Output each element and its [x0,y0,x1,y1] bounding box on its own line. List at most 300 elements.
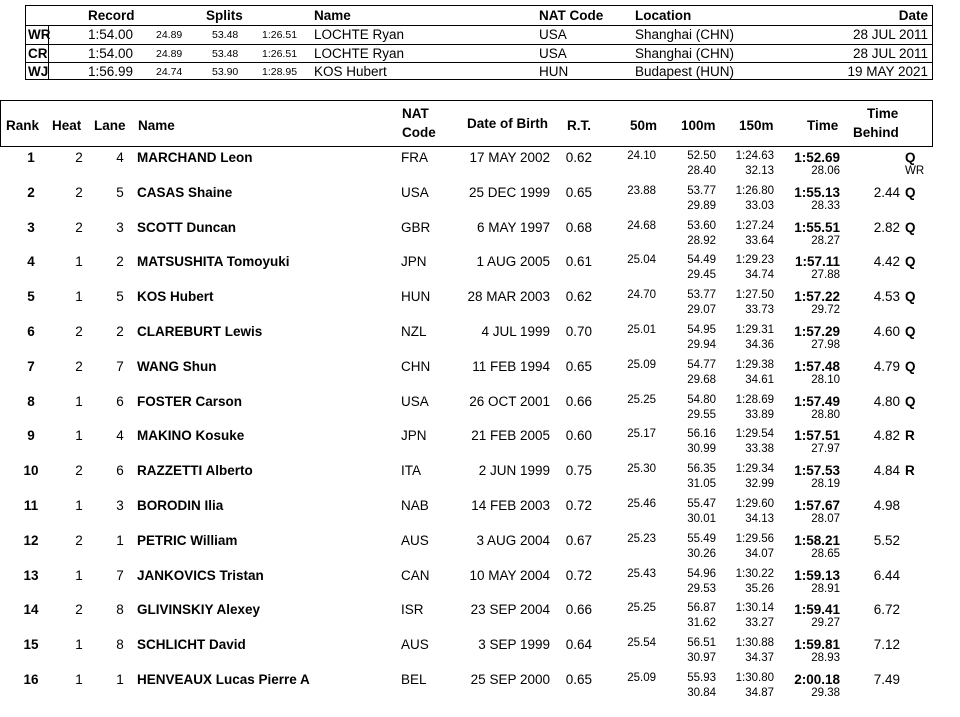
split-100m: 55.47 [687,498,716,510]
qualification-marker: Q [905,184,916,200]
time-behind: 5.52 [873,532,900,548]
final-time: 1:55.51 [794,219,840,235]
split-100m: 54.95 [687,324,716,336]
athlete-name: MATSUSHITA Tomoyuki [137,254,290,270]
final-lap: 29.72 [811,304,840,317]
split-150m: 1:29.38 [735,358,774,371]
nat-cell: NZL [401,324,427,339]
split-100m-lap: 28.40 [687,165,716,177]
rank-cell: 4 [27,254,35,270]
final-lap: 27.98 [811,339,840,351]
split-50m: 25.09 [627,358,656,371]
split-100m: 52.50 [687,150,716,162]
rank-cell: 7 [27,358,35,374]
table-row [0,637,960,672]
rt-cell: 0.66 [565,602,592,618]
final-time: 1:52.69 [794,150,840,165]
dob-cell: 14 FEB 2003 [471,498,550,513]
final-time: 1:59.81 [794,637,840,653]
split-100m-lap: 29.45 [687,269,716,282]
split-100m-lap: 30.99 [687,443,716,456]
dob-cell: 10 MAY 2004 [469,567,550,583]
rt-cell: 0.61 [565,254,592,270]
header-rt: R.T. [567,118,592,133]
split-100m-lap: 31.62 [687,617,716,630]
rank-cell: 16 [23,672,39,687]
header-nat-line1: NAT [402,106,429,121]
split-150m: 1:27.24 [735,219,774,232]
rt-cell: 0.67 [565,532,592,548]
heat-cell: 2 [75,150,83,165]
split-100m: 55.49 [687,532,716,545]
athlete-name: RAZZETTI Alberto [137,463,253,479]
record-location: Shanghai (CHN) [635,27,735,42]
dob-cell: 3 SEP 1999 [478,637,550,653]
lane-cell: 4 [116,428,124,444]
rank-cell: 6 [27,324,35,339]
header-name: Name [138,118,175,133]
final-lap: 28.07 [811,513,840,525]
final-lap: 28.27 [811,234,840,247]
split-150m: 1:27.50 [735,289,774,302]
nat-cell: AUS [401,637,429,653]
table-row [0,672,960,707]
table-row [0,463,960,498]
time-behind: 4.53 [873,289,900,305]
split-100m-lap: 30.01 [687,513,716,525]
split-50m: 24.10 [627,150,656,162]
record-abbr: WJ [28,64,49,79]
record-row [26,64,932,83]
split-100m-lap: 28.92 [687,234,716,247]
record-date: 19 MAY 2021 [847,64,928,79]
heat-cell: 2 [75,532,83,548]
heat-cell: 1 [75,428,83,444]
dob-cell: 23 SEP 2004 [470,602,550,618]
lane-cell: 2 [116,254,124,270]
time-behind: 4.80 [873,393,900,409]
rank-cell: 5 [27,289,35,305]
split-150m-lap: 33.64 [745,234,774,247]
athlete-name: WANG Shun [137,358,217,374]
split-100m: 56.35 [687,463,716,476]
final-lap: 28.10 [811,373,840,386]
lane-cell: 5 [116,289,124,305]
record-split: 1:26.51 [262,48,298,60]
header-nat-line2: Code [402,125,436,140]
record-date: 28 JUL 2011 [852,46,928,61]
qualification-marker: Q [905,393,916,409]
split-150m: 1:29.54 [735,428,774,441]
final-time: 2:00.18 [794,672,840,687]
table-row [0,394,960,429]
split-100m-lap: 30.84 [687,687,716,699]
lane-cell: 4 [116,150,124,165]
record-time: 1:56.99 [88,64,134,79]
split-150m: 1:29.56 [735,532,774,545]
table-row [0,533,960,568]
final-time: 1:57.49 [794,393,840,409]
split-150m-lap: 34.36 [745,339,774,351]
split-100m: 56.87 [687,602,716,615]
time-behind: 4.79 [873,358,900,374]
dob-cell: 25 DEC 1999 [468,184,550,200]
lane-cell: 3 [116,219,124,235]
qualification-marker: Q [905,289,916,305]
split-50m: 24.68 [627,219,656,232]
nat-cell: ITA [401,463,421,479]
table-row [0,602,960,637]
final-time: 1:59.13 [794,567,840,583]
results-header [0,100,933,147]
final-time: 1:55.13 [794,184,840,200]
final-lap: 29.27 [811,617,840,630]
split-150m-lap: 33.89 [745,408,774,421]
rank-cell: 3 [27,219,35,235]
header-50m: 50m [630,118,658,133]
split-50m: 25.25 [627,602,656,615]
split-50m: 25.43 [627,567,656,580]
athlete-name: GLIVINSKIY Alexey [137,602,261,618]
records-header-nat: NAT Code [539,8,604,23]
records-header-splits: Splits [206,8,243,23]
final-lap: 28.19 [811,478,840,491]
split-100m-lap: 29.94 [687,339,716,351]
heat-cell: 1 [75,289,83,305]
split-100m: 54.96 [687,567,716,580]
split-100m: 54.77 [687,358,716,371]
split-100m: 55.93 [687,672,716,684]
time-behind: 4.82 [873,428,900,444]
record-abbr: CR [28,46,48,61]
split-150m-lap: 34.87 [745,687,774,699]
final-lap: 28.06 [811,165,840,177]
time-behind: 4.60 [873,324,900,339]
rt-cell: 0.72 [565,498,592,513]
lane-cell: 7 [116,358,124,374]
rank-cell: 13 [23,567,39,583]
split-150m-lap: 33.03 [745,199,774,212]
header-lane: Lane [94,118,126,133]
split-150m-lap: 32.13 [745,165,774,177]
nat-cell: CHN [401,358,431,374]
heat-cell: 2 [75,602,83,618]
athlete-name: SCOTT Duncan [137,219,237,235]
heat-cell: 2 [75,219,83,235]
record-holder: LOCHTE Ryan [314,27,405,42]
records-header-name: Name [314,8,351,23]
table-row [0,185,960,220]
final-lap: 29.38 [811,687,840,699]
time-behind: 7.12 [873,637,900,653]
record-row [26,27,932,46]
split-100m-lap: 29.55 [687,408,716,421]
dob-cell: 21 FEB 2005 [471,428,550,444]
split-150m-lap: 32.99 [745,478,774,491]
header-150m: 150m [739,118,774,133]
split-150m: 1:30.80 [735,672,774,684]
lane-cell: 6 [116,393,124,409]
rank-cell: 8 [27,393,35,409]
split-50m: 25.09 [627,672,656,684]
table-row [0,359,960,394]
heat-cell: 2 [75,463,83,479]
rt-cell: 0.70 [565,324,592,339]
final-lap: 27.88 [811,269,840,282]
rt-cell: 0.62 [565,289,592,305]
split-150m: 1:30.88 [735,637,774,650]
record-abbr: WR [28,27,51,42]
table-row [0,324,960,359]
record-split: 53.90 [212,66,239,78]
record-holder: LOCHTE Ryan [314,46,405,61]
record-holder: KOS Hubert [314,64,387,79]
split-100m-lap: 29.68 [687,373,716,386]
final-lap: 28.80 [811,408,840,421]
table-row [0,568,960,603]
records-header-date: Date [898,8,928,23]
rank-cell: 12 [23,532,39,548]
rt-cell: 0.65 [565,358,592,374]
dob-cell: 11 FEB 1994 [472,358,550,374]
athlete-name: MARCHAND Leon [137,150,253,165]
split-150m-lap: 33.27 [745,617,774,630]
final-time: 1:59.41 [794,602,840,618]
record-location: Shanghai (CHN) [635,46,735,61]
qualification-marker: Q [905,254,916,270]
split-50m: 25.30 [627,463,656,476]
time-behind: 4.42 [873,254,900,270]
record-split: 1:26.51 [262,29,298,41]
split-150m-lap: 34.61 [745,373,774,386]
lane-cell: 1 [116,672,124,687]
split-50m: 25.46 [627,498,656,510]
athlete-name: SCHLICHT David [137,637,246,653]
dob-cell: 2 JUN 1999 [478,463,550,479]
header-100m: 100m [681,118,716,133]
athlete-name: BORODIN Ilia [137,498,224,513]
qualification-marker: Q [905,324,916,339]
record-split: 24.74 [156,66,183,78]
dob-cell: 28 MAR 2003 [467,289,550,305]
nat-cell: GBR [401,219,431,235]
nat-cell: USA [401,393,429,409]
split-100m: 56.51 [687,637,716,650]
table-row [0,220,960,255]
rank-cell: 1 [27,150,35,165]
split-50m: 25.54 [627,637,656,650]
split-150m: 1:30.22 [735,567,774,580]
record-split: 24.89 [156,48,183,60]
qualification-marker: R [905,463,915,479]
record-marker: WR [905,165,925,177]
athlete-name: JANKOVICS Tristan [137,567,264,583]
split-150m: 1:28.69 [735,393,774,406]
header-time: Time [807,118,839,133]
split-50m: 25.25 [627,393,656,406]
rank-cell: 15 [23,637,39,653]
time-behind: 6.72 [873,602,900,618]
split-100m-lap: 30.97 [687,652,716,665]
split-50m: 23.88 [627,184,656,197]
rank-cell: 10 [23,463,39,479]
table-row [0,150,960,185]
lane-cell: 1 [116,532,124,548]
split-100m: 53.77 [687,184,716,197]
dob-cell: 3 AUG 2004 [476,532,550,548]
split-150m-lap: 35.26 [745,582,774,595]
nat-cell: BEL [401,672,427,687]
final-lap: 28.93 [811,652,840,665]
final-lap: 28.65 [811,547,840,560]
records-header-location: Location [635,8,692,23]
split-100m: 53.60 [687,219,716,232]
nat-cell: JPN [401,254,427,270]
dob-cell: 6 MAY 1997 [476,219,550,235]
rt-cell: 0.66 [565,393,592,409]
dob-cell: 4 JUL 1999 [481,324,550,339]
nat-cell: AUS [401,532,429,548]
final-time: 1:58.21 [794,532,840,548]
record-split: 53.48 [212,48,239,60]
nat-cell: NAB [401,498,429,513]
split-150m-lap: 34.74 [745,269,774,282]
athlete-name: MAKINO Kosuke [137,428,245,444]
split-50m: 25.23 [627,532,656,545]
split-100m: 54.49 [687,254,716,267]
nat-cell: USA [401,184,429,200]
nat-cell: JPN [401,428,427,444]
heat-cell: 2 [75,358,83,374]
rt-cell: 0.65 [565,184,592,200]
split-150m: 1:26.80 [735,184,774,197]
split-50m: 25.17 [627,428,656,441]
rank-cell: 9 [27,428,35,444]
time-behind: 4.98 [873,498,900,513]
lane-cell: 8 [116,637,124,653]
header-behind-line2: Behind [853,125,899,140]
dob-cell: 17 MAY 2002 [469,150,550,165]
heat-cell: 2 [75,324,83,339]
rank-cell: 11 [23,498,39,513]
split-100m: 56.16 [687,428,716,441]
qualification-marker: Q [905,150,916,165]
record-row [26,46,932,65]
records-header-record: Record [88,8,135,23]
final-lap: 28.33 [811,199,840,212]
time-behind: 2.44 [873,184,900,200]
lane-cell: 3 [116,498,124,513]
dob-cell: 25 SEP 2000 [470,672,550,687]
header-rank: Rank [6,118,40,133]
split-100m-lap: 31.05 [687,478,716,491]
athlete-name: PETRIC William [137,532,238,548]
lane-cell: 6 [116,463,124,479]
heat-cell: 1 [75,393,83,409]
split-50m: 24.70 [627,289,656,302]
split-100m: 53.77 [687,289,716,302]
time-behind: 6.44 [873,567,900,583]
split-150m-lap: 34.37 [745,652,774,665]
split-100m: 54.80 [687,393,716,406]
lane-cell: 5 [116,184,124,200]
heat-cell: 1 [75,498,83,513]
lane-cell: 7 [116,567,124,583]
heat-cell: 1 [75,672,83,687]
athlete-name: CLAREBURT Lewis [137,324,263,339]
final-lap: 27.97 [811,443,840,456]
qualification-marker: Q [905,219,916,235]
table-row [0,254,960,289]
heat-cell: 1 [75,254,83,270]
record-split: 24.89 [156,29,183,41]
record-split: 1:28.95 [262,66,298,78]
split-150m-lap: 33.73 [745,304,774,317]
time-behind: 4.84 [873,463,900,479]
final-time: 1:57.22 [794,289,840,305]
final-time: 1:57.11 [794,254,840,270]
final-time: 1:57.51 [794,428,840,444]
split-150m-lap: 34.07 [745,547,774,560]
rank-cell: 2 [27,184,35,200]
nat-cell: FRA [401,150,428,165]
header-heat: Heat [52,118,82,133]
final-lap: 28.91 [811,582,840,595]
dob-cell: 26 OCT 2001 [469,393,550,409]
qualification-marker: R [905,428,915,444]
split-150m: 1:29.60 [735,498,774,510]
table-row [0,289,960,324]
heat-cell: 1 [75,637,83,653]
nat-cell: HUN [401,289,431,305]
split-150m: 1:29.34 [735,463,774,476]
qualification-marker: Q [905,358,916,374]
split-150m: 1:30.14 [735,602,774,615]
split-150m: 1:29.23 [735,254,774,267]
split-50m: 25.01 [627,324,656,336]
final-time: 1:57.53 [794,463,840,479]
nat-cell: ISR [401,602,424,618]
nat-cell: CAN [401,567,430,583]
final-time: 1:57.67 [794,498,840,513]
rt-cell: 0.60 [565,428,592,444]
header-dob: Date of Birth [467,116,548,131]
record-nat: HUN [539,64,569,79]
record-time: 1:54.00 [88,27,134,42]
time-behind: 2.82 [873,219,900,235]
split-150m-lap: 34.13 [745,513,774,525]
split-100m-lap: 29.53 [687,582,716,595]
rt-cell: 0.65 [565,672,592,687]
athlete-name: KOS Hubert [137,289,214,305]
lane-cell: 2 [116,324,124,339]
split-100m-lap: 29.07 [687,304,716,317]
rt-cell: 0.68 [565,219,592,235]
athlete-name: CASAS Shaine [137,184,233,200]
time-behind: 7.49 [873,672,900,687]
athlete-name: HENVEAUX Lucas Pierre A [137,672,310,687]
split-50m: 25.04 [627,254,656,267]
heat-cell: 1 [75,567,83,583]
record-location: Budapest (HUN) [635,64,735,79]
record-nat: USA [539,27,567,42]
rank-cell: 14 [23,602,39,618]
rt-cell: 0.64 [565,637,592,653]
split-150m-lap: 33.38 [745,443,774,456]
athlete-name: FOSTER Carson [137,393,243,409]
table-row [0,498,960,533]
record-nat: USA [539,46,567,61]
